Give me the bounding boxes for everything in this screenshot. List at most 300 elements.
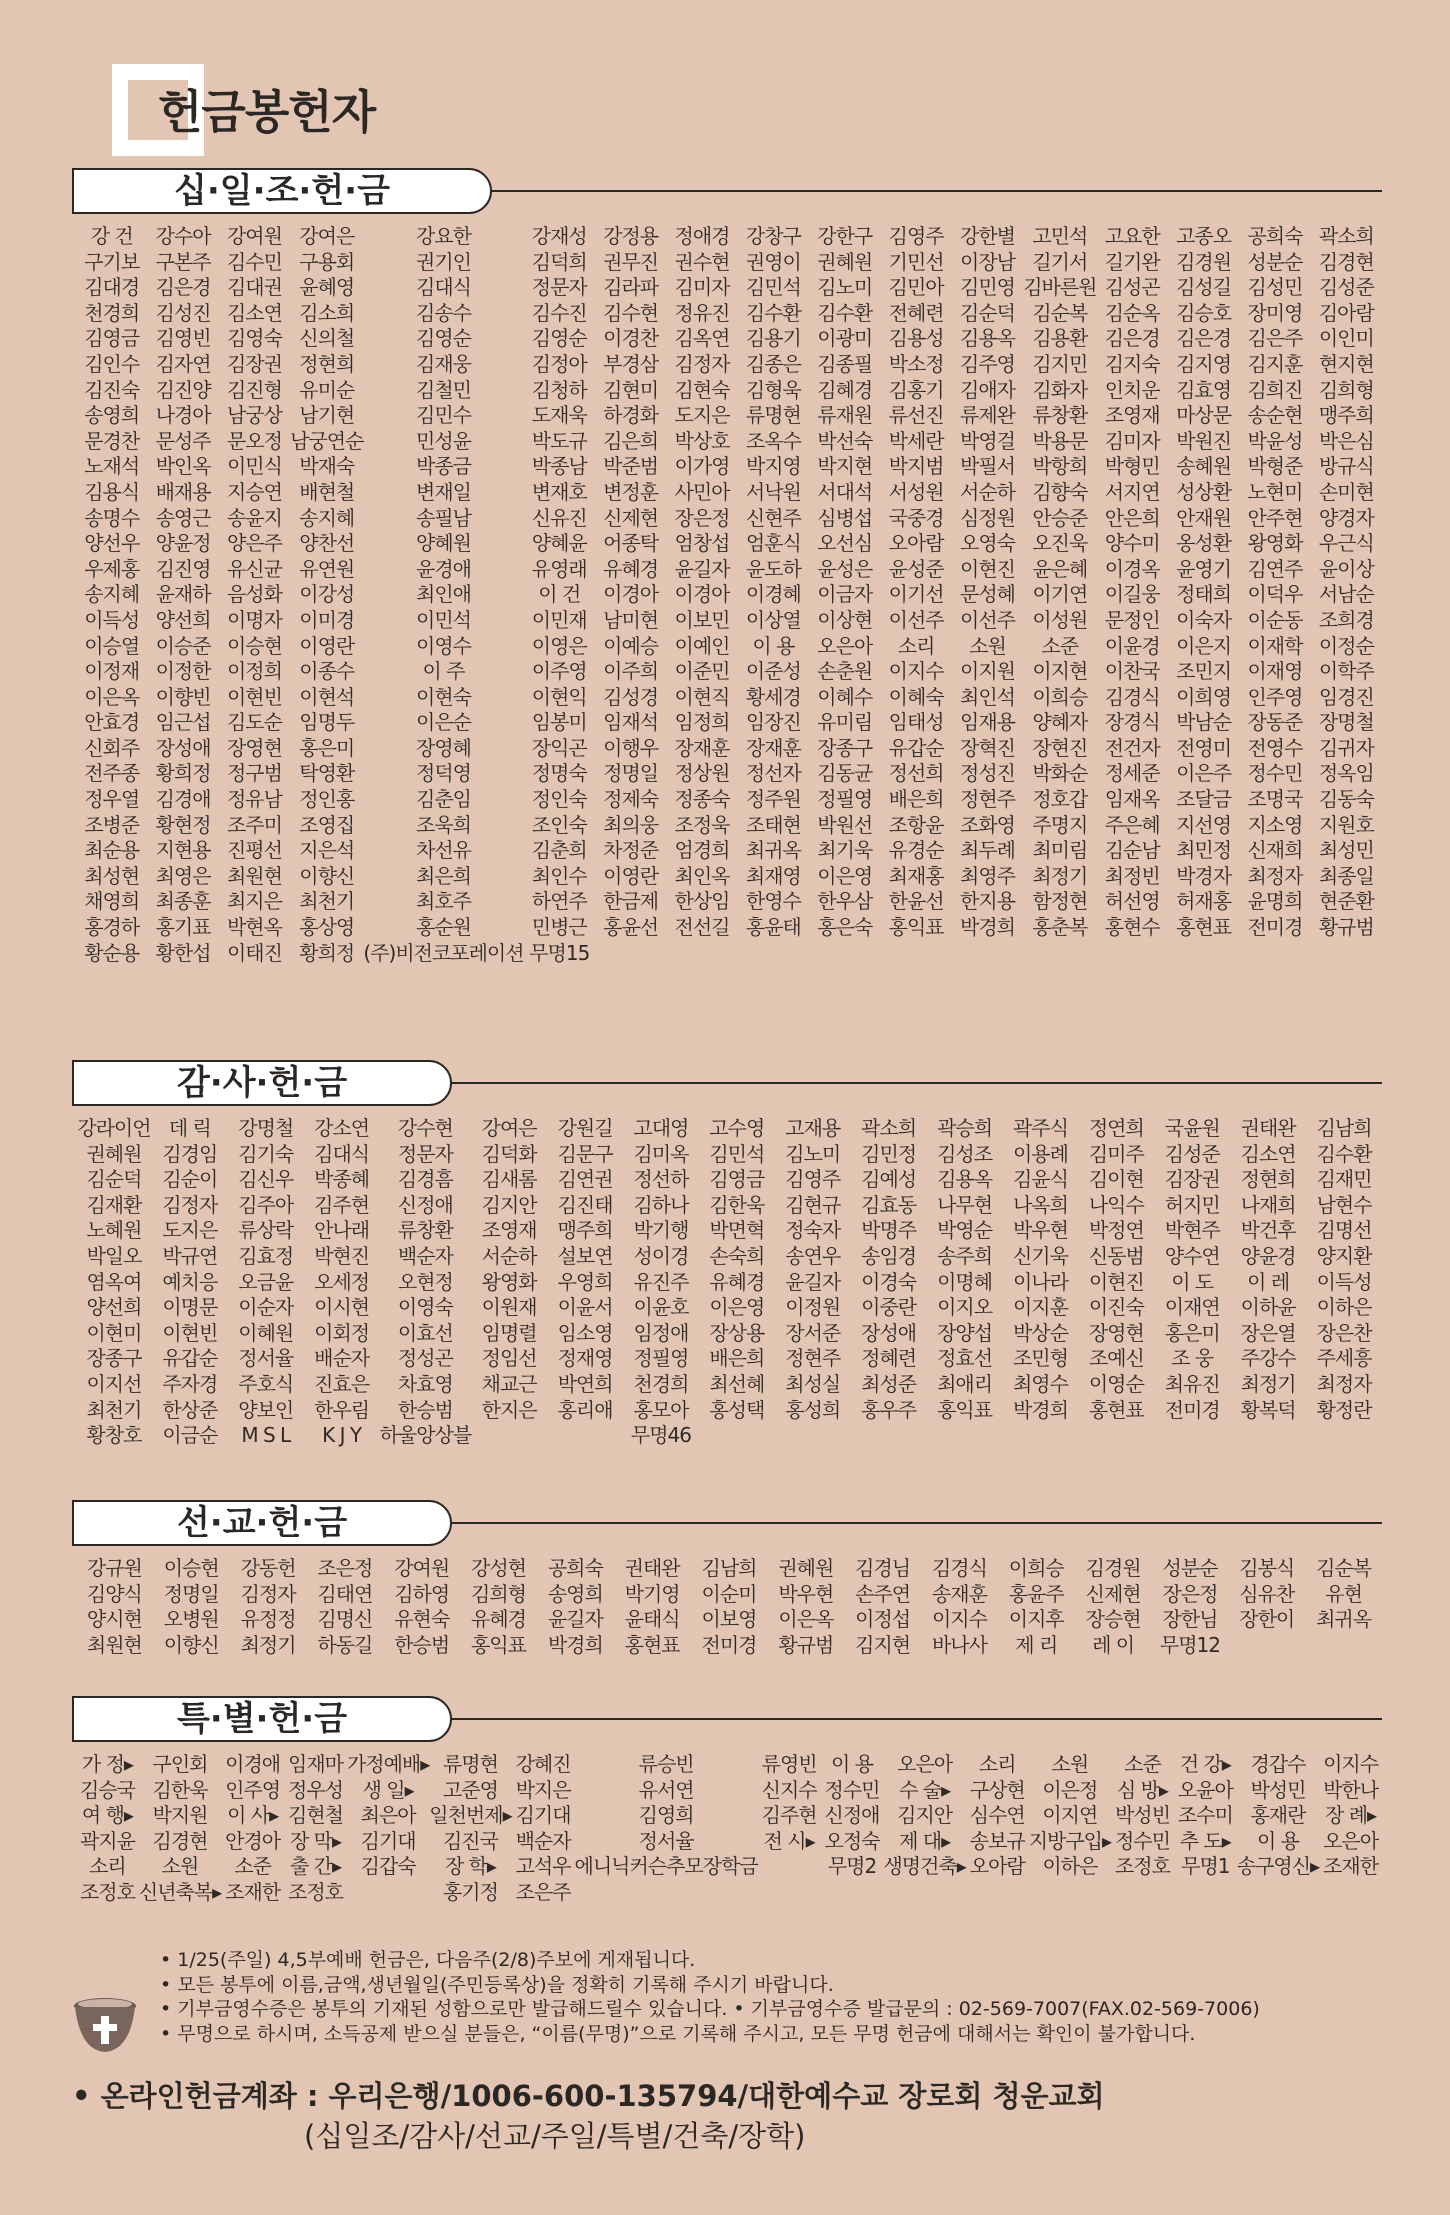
- donor-name: 김승호: [1176, 300, 1232, 325]
- donor-name: 한우삼: [817, 889, 873, 914]
- donor-name: 강여원: [226, 224, 282, 248]
- donor-name: 송필남: [416, 505, 471, 530]
- donor-name: 김기대: [515, 1803, 571, 1828]
- donor-name: 신재희: [1247, 838, 1303, 863]
- donor-name: 최영주: [960, 863, 1015, 888]
- donor-name: 장영현: [226, 735, 282, 760]
- donor-name: 김정아: [531, 351, 587, 376]
- donor-name: 한영수: [745, 889, 801, 914]
- donor-name: 양보인: [238, 1397, 294, 1422]
- donor-name: 심수연: [969, 1803, 1025, 1828]
- donor-name: 지현용: [155, 838, 211, 863]
- donor-name: 송연우: [785, 1243, 841, 1268]
- donor-name: 이현익: [531, 684, 587, 709]
- donor-name: 송영희: [547, 1581, 603, 1606]
- donor-name: 이지후: [1008, 1607, 1064, 1632]
- donor-name: 윤길자: [547, 1607, 603, 1632]
- donor-name: 황창호: [86, 1423, 142, 1448]
- donor-name: 진효은: [314, 1371, 370, 1396]
- note-line: • 기부금영수증은 봉투의 기재된 성함으로만 발급해드릴수 있습니다. • 기부금영수증 발급문의 : 02-569-7007(FAX.02-569-7006): [160, 1998, 1260, 2020]
- donor-name: 우제홍: [84, 556, 140, 581]
- donor-name: 이지현: [1032, 659, 1088, 684]
- donor-name: 생명건축▸: [883, 1854, 966, 1879]
- donor-name: 천경희: [84, 300, 140, 325]
- donor-name: 조은정: [317, 1556, 373, 1580]
- donor-name: 강요한: [416, 224, 471, 248]
- donor-name: 한지용: [960, 889, 1015, 914]
- donor-name: 김성곤: [1104, 275, 1160, 300]
- donor-name: 소원: [969, 633, 1006, 658]
- donor-name: 최두례: [960, 838, 1015, 863]
- donor-name: 박선숙: [817, 428, 873, 453]
- name-grid: [76, 1116, 1382, 1449]
- donor-name: 윤길자: [674, 556, 730, 581]
- donor-name: 장양섭: [937, 1320, 993, 1345]
- donor-name: 이은정: [1042, 1777, 1098, 1802]
- donor-name: 박성민: [1250, 1777, 1306, 1802]
- donor-name: 장은열: [1240, 1320, 1296, 1345]
- donor-name: 임재석: [603, 710, 659, 735]
- donor-name: 현준환: [1318, 889, 1374, 914]
- donor-name: 김라파: [603, 275, 659, 300]
- donor-name: 오은아: [817, 633, 873, 658]
- donor-name: 최미림: [1032, 838, 1088, 863]
- donor-name: 김경애: [155, 787, 211, 812]
- donor-name: 장경식: [1104, 710, 1160, 735]
- donor-name: 이현빈: [226, 684, 282, 709]
- donor-name: 조주미: [226, 812, 282, 837]
- donor-name: 김종은: [745, 351, 801, 376]
- donor-name: 강정용: [603, 224, 659, 248]
- donor-name: 이경애: [225, 1752, 281, 1776]
- donor-name: 김재환: [86, 1192, 142, 1217]
- donor-name: 소리: [978, 1752, 1016, 1776]
- donor-name: 양은주: [226, 531, 282, 556]
- donor-name: 장상용: [709, 1320, 765, 1345]
- donor-name: 이경찬: [603, 326, 659, 351]
- donor-name: 정제숙: [603, 787, 659, 812]
- donor-name: 이은주: [1176, 761, 1232, 786]
- donor-name: 김경원: [1176, 249, 1232, 274]
- donor-name: 김미주: [1088, 1141, 1144, 1166]
- donor-name: 박지영: [745, 454, 801, 479]
- donor-name: 안경아: [225, 1828, 281, 1853]
- donor-name: 류영빈: [761, 1752, 817, 1776]
- donor-name: 김화자: [1032, 377, 1088, 402]
- donor-name: 이영란: [299, 633, 355, 658]
- donor-name: 박경자: [1176, 863, 1232, 888]
- donor-name: 장한님: [1162, 1607, 1218, 1632]
- donor-name: 양혜자: [1032, 710, 1088, 735]
- donor-name: 인치운: [1104, 377, 1160, 402]
- donor-name: 조달금: [1176, 787, 1232, 812]
- donor-name: 옹성환: [1176, 531, 1232, 556]
- donor-name: 양선우: [84, 531, 140, 556]
- donor-name: 박면혁: [709, 1218, 765, 1243]
- donor-name: 채영희: [84, 889, 140, 914]
- donor-name: 김성준: [1164, 1141, 1220, 1166]
- donor-name: 이득성: [84, 607, 140, 632]
- donor-name: 남현수: [1316, 1192, 1372, 1217]
- donor-name: 정상원: [674, 761, 730, 786]
- donor-name: 구인회: [152, 1752, 208, 1776]
- donor-name: 양찬선: [299, 531, 355, 556]
- donor-name: 황순용: [84, 940, 140, 965]
- donor-name: 엄창섭: [674, 531, 730, 556]
- donor-name: 유혜경: [709, 1269, 765, 1294]
- donor-name: 김덕화: [481, 1141, 537, 1166]
- donor-name: 김연권: [557, 1167, 613, 1192]
- donor-name: 최선혜: [709, 1371, 765, 1396]
- donor-name: 김대권: [226, 275, 282, 300]
- donor-name: 송혜원: [1176, 454, 1232, 479]
- donor-name: 최지은: [226, 889, 282, 914]
- donor-name: 정서율: [638, 1828, 694, 1853]
- donor-name: 양경자: [1318, 505, 1374, 530]
- donor-name: 박남순: [1176, 710, 1232, 735]
- donor-name: 홍기표: [155, 915, 211, 940]
- donor-name: 심유찬: [1239, 1581, 1295, 1606]
- donor-name: 황세경: [745, 684, 801, 709]
- donor-name: 전건자: [1104, 735, 1160, 760]
- donor-name: 홍경하: [84, 915, 140, 940]
- donor-name: 박지현: [817, 454, 873, 479]
- donor-name: 구용회: [299, 249, 355, 274]
- donor-name: 정인홍: [299, 787, 355, 812]
- donor-name: 김은경: [1176, 326, 1232, 351]
- donor-name: 조수미: [1177, 1803, 1233, 1828]
- donor-name: 김주영: [960, 351, 1015, 376]
- donor-name: 홍현표: [624, 1632, 680, 1657]
- donor-name: 김순옥: [1104, 300, 1160, 325]
- donor-name: 김영주: [888, 224, 944, 248]
- donor-name: 최영은: [155, 863, 211, 888]
- donor-name: 이경아: [674, 582, 730, 607]
- donor-name: 정혜련: [861, 1346, 917, 1371]
- donor-name: 김지영: [1176, 351, 1232, 376]
- donor-name: 가 정▸: [81, 1752, 133, 1776]
- donor-name: 김혜경: [817, 377, 873, 402]
- donor-name: 박경희: [547, 1632, 603, 1657]
- donor-name: 김은희: [603, 428, 659, 453]
- donor-name: 김춘희: [531, 838, 587, 863]
- donor-name: 최종훈: [155, 889, 211, 914]
- donor-name: 노혜원: [86, 1218, 142, 1243]
- donor-name: 윤영기: [1176, 556, 1232, 581]
- donor-name: 이현진: [960, 556, 1015, 581]
- donor-name: 전영수: [1247, 735, 1303, 760]
- donor-name: 황정란: [1316, 1397, 1372, 1422]
- donor-name: 공희숙: [1247, 224, 1303, 248]
- donor-name: 홍현표: [1176, 915, 1232, 940]
- donor-name: 이승준: [155, 633, 211, 658]
- section-title: 선·교·헌·금: [72, 1500, 452, 1546]
- donor-name: 홍은숙: [817, 915, 873, 940]
- donor-name: 김민석: [745, 275, 801, 300]
- donor-name: 이용례: [1012, 1141, 1068, 1166]
- donor-name: 홍성택: [709, 1397, 765, 1422]
- donor-name: 신의철: [299, 326, 355, 351]
- donor-name: 김성민: [1247, 275, 1303, 300]
- donor-name: 이정섭: [855, 1607, 911, 1632]
- donor-name: 한금제: [603, 889, 659, 914]
- donor-name: 정유남: [226, 787, 282, 812]
- donor-name: 김성진: [155, 300, 211, 325]
- donor-name: 오선심: [817, 531, 873, 556]
- donor-name: 홍윤태: [745, 915, 801, 940]
- donor-name: 가정예배▸: [346, 1752, 430, 1776]
- donor-name: 장명철: [1318, 710, 1374, 735]
- donor-name: 이현숙: [416, 684, 471, 709]
- donor-name: 김남희: [1316, 1116, 1372, 1140]
- donor-name: 박연희: [557, 1371, 613, 1396]
- donor-name: 박기영: [624, 1581, 680, 1606]
- donor-name: 진평선: [226, 838, 282, 863]
- donor-name: 김지현: [855, 1632, 911, 1657]
- donor-name: 신유진: [531, 505, 587, 530]
- donor-name: 전선길: [674, 915, 730, 940]
- donor-name: 류재원: [817, 403, 873, 428]
- donor-name: 이승현: [163, 1556, 219, 1580]
- donor-name: 장익곤: [531, 735, 587, 760]
- donor-name: 최원현: [86, 1632, 142, 1657]
- donor-name: 황규범: [778, 1632, 834, 1657]
- donor-name: 이재연: [1164, 1295, 1220, 1320]
- donor-name: 김경님: [855, 1556, 911, 1580]
- donor-name: 공희숙: [547, 1556, 603, 1580]
- donor-name: 박한나: [1323, 1777, 1379, 1802]
- donor-name: 김은주: [1247, 326, 1303, 351]
- donor-name: 이현직: [674, 684, 730, 709]
- donor-name: 나익수: [1088, 1192, 1144, 1217]
- donor-name: 어종탁: [603, 531, 659, 556]
- donor-name: 장은정: [1162, 1581, 1218, 1606]
- donor-name: 윤혜영: [299, 275, 355, 300]
- donor-name: 이 주: [422, 659, 465, 684]
- donor-name: 김경현: [1318, 249, 1374, 274]
- donor-name: 전주종: [84, 761, 140, 786]
- donor-name: 배현철: [299, 479, 355, 504]
- donor-name: 지은석: [299, 838, 355, 863]
- donor-name: 조인숙: [531, 812, 587, 837]
- donor-name: 이예승: [603, 633, 659, 658]
- donor-name: 김이현: [1088, 1167, 1144, 1192]
- donor-name: 이영순: [1088, 1371, 1144, 1396]
- donor-name: 김대식: [416, 275, 471, 300]
- donor-name: 전미경: [1247, 915, 1303, 940]
- donor-name: 이순자: [238, 1295, 294, 1320]
- donor-name: 이중란: [861, 1295, 917, 1320]
- donor-name: 임명두: [299, 710, 355, 735]
- donor-name: 이보영: [701, 1607, 757, 1632]
- donor-name: 권태완: [624, 1556, 680, 1580]
- donor-name: 김현미: [603, 377, 659, 402]
- donor-name: 이상열: [745, 607, 801, 632]
- donor-name: 이가영: [674, 454, 730, 479]
- donor-name: 오아람: [969, 1854, 1025, 1879]
- donor-name: 하연주: [531, 889, 587, 914]
- donor-name: 김용환: [1032, 326, 1088, 351]
- donor-name: 최재홍: [888, 863, 944, 888]
- donor-name: 박종남: [531, 454, 587, 479]
- donor-name: 남미현: [603, 607, 659, 632]
- donor-name: 권혜원: [817, 249, 873, 274]
- donor-name: 길기서: [1032, 249, 1088, 274]
- donor-name: 천경희: [633, 1371, 689, 1396]
- donor-name: 고대영: [633, 1116, 689, 1140]
- donor-name: 류상락: [238, 1218, 294, 1243]
- donor-name: 박영걸: [960, 428, 1015, 453]
- donor-name: 정인숙: [531, 787, 587, 812]
- donor-name: 무명15: [529, 940, 590, 965]
- donor-name: 정태희: [1176, 582, 1232, 607]
- donor-name: 홍윤선: [603, 915, 659, 940]
- section-title: 특·별·헌·금: [72, 1696, 452, 1742]
- donor-name: 고종오: [1176, 224, 1232, 248]
- donor-name: 김용기: [745, 326, 801, 351]
- donor-name: 강동헌: [240, 1556, 296, 1580]
- donor-name: 박용문: [1032, 428, 1088, 453]
- donor-name: 이강성: [299, 582, 355, 607]
- donor-name: 김지숙: [1104, 351, 1160, 376]
- donor-name: 이태진: [226, 940, 282, 965]
- donor-name: 이민재: [531, 607, 587, 632]
- donor-name: 정우열: [84, 787, 140, 812]
- donor-name: 성분순: [1162, 1556, 1218, 1580]
- donor-name: 김귀자: [1318, 735, 1374, 760]
- donor-name: 이승열: [84, 633, 140, 658]
- donor-name: 김미자: [674, 275, 730, 300]
- donor-name: 김봉식: [1239, 1556, 1295, 1580]
- donor-name: 조재한: [225, 1879, 281, 1904]
- donor-name: 조예신: [1088, 1346, 1144, 1371]
- donor-name: 심정원: [960, 505, 1015, 530]
- donor-name: 이윤경: [1104, 633, 1160, 658]
- donor-name: 이명문: [162, 1295, 218, 1320]
- donor-name: 정명숙: [531, 761, 587, 786]
- donor-name: 김효정: [238, 1243, 294, 1268]
- donor-name: 김기대: [360, 1828, 416, 1853]
- donor-name: 황희정: [299, 940, 355, 965]
- donor-name: 김하영: [394, 1581, 450, 1606]
- donor-name: 데 릭: [168, 1116, 211, 1140]
- donor-name: 에니닉커슨추모장학금: [574, 1854, 758, 1879]
- donor-name: 현지현: [1318, 351, 1374, 376]
- donor-name: 김희진: [1247, 377, 1303, 402]
- donor-name: 양혜윤: [531, 531, 587, 556]
- donor-name: 조정호: [1114, 1854, 1170, 1879]
- donor-name: 이하윤: [1240, 1295, 1296, 1320]
- donor-name: 홍익표: [937, 1397, 993, 1422]
- donor-name: 박현진: [314, 1243, 370, 1268]
- donor-name: 홍익표: [471, 1632, 526, 1657]
- section-rule: [492, 190, 1382, 192]
- donor-name: 정유진: [674, 300, 730, 325]
- donor-name: 양수연: [1164, 1243, 1220, 1268]
- donor-name: 김영순: [531, 326, 587, 351]
- donor-name: 임정희: [674, 710, 730, 735]
- donor-name: 정성곤: [397, 1346, 453, 1371]
- donor-name: 강재성: [531, 224, 587, 248]
- donor-name: 변재일: [416, 479, 471, 504]
- donor-name: 이득성: [1316, 1269, 1372, 1294]
- donor-name: 전영미: [1176, 735, 1232, 760]
- donor-name: 조민지: [1176, 659, 1232, 684]
- donor-name: 강한별: [960, 224, 1015, 248]
- donor-name: 이윤호: [633, 1295, 689, 1320]
- donor-name: 정서율: [238, 1346, 294, 1371]
- donor-name: 건 강▸: [1179, 1752, 1231, 1776]
- donor-name: 서순하: [481, 1243, 537, 1268]
- donor-name: 류창환: [397, 1218, 453, 1243]
- donor-name: 박우현: [1012, 1218, 1068, 1243]
- donor-name: 무명12: [1159, 1632, 1220, 1657]
- donor-name: 이혜수: [817, 684, 873, 709]
- donor-name: 이현석: [299, 684, 355, 709]
- donor-name: 김재민: [1316, 1167, 1372, 1192]
- donor-name: 허지민: [1164, 1192, 1220, 1217]
- donor-name: 임재용: [960, 710, 1015, 735]
- donor-name: 송구영신▸: [1236, 1854, 1320, 1879]
- donor-name: 박정연: [1088, 1218, 1144, 1243]
- donor-name: 심병섭: [817, 505, 873, 530]
- donor-name: 이주희: [603, 659, 659, 684]
- donor-name: 이현진: [1088, 1269, 1144, 1294]
- donor-name: 유경순: [888, 838, 944, 863]
- donor-name: 차효영: [397, 1371, 453, 1396]
- donor-name: 이민식: [226, 454, 282, 479]
- donor-name: 권무진: [603, 249, 659, 274]
- donor-name: 이은영: [817, 863, 873, 888]
- donor-name: 정수민: [1114, 1828, 1170, 1853]
- donor-name: 노현미: [1247, 479, 1303, 504]
- donor-name: 양선희: [155, 607, 211, 632]
- donor-name: 이나라: [1012, 1269, 1068, 1294]
- donor-name: 조항윤: [888, 812, 944, 837]
- donor-name: 김현규: [785, 1192, 841, 1217]
- donor-name: 김자연: [155, 351, 211, 376]
- donor-name: 류명현: [745, 403, 801, 428]
- donor-name: 최재영: [745, 863, 801, 888]
- donor-name: 김경원: [1085, 1556, 1141, 1580]
- donor-name: 박종금: [416, 454, 471, 479]
- donor-name: 김대식: [314, 1141, 370, 1166]
- donor-name: 최민정: [1176, 838, 1232, 863]
- donor-name: 나옥희: [1012, 1192, 1068, 1217]
- donor-name: 조영재: [481, 1218, 537, 1243]
- donor-name: 나무현: [937, 1192, 993, 1217]
- donor-name: 최인수: [531, 863, 587, 888]
- donor-name: 조정호: [79, 1879, 135, 1904]
- donor-name: 김경임: [162, 1141, 218, 1166]
- donor-name: 무명46: [630, 1423, 691, 1448]
- note-line: • 모든 봉투에 이름,금액,생년월일(주민등록상)을 정확히 기록해 주시기 바랍니다.: [160, 1973, 834, 1996]
- donor-name: 채교근: [481, 1371, 537, 1396]
- donor-name: 김애자: [960, 377, 1015, 402]
- donor-name: 윤이상: [1318, 556, 1374, 581]
- donor-name: 문경찬: [84, 428, 140, 453]
- donor-name: 조영집: [299, 812, 355, 837]
- donor-name: 김수진: [531, 300, 587, 325]
- donor-name: 김한욱: [152, 1777, 208, 1802]
- donor-name: 서지연: [1104, 479, 1160, 504]
- donor-name: 윤경애: [416, 556, 471, 581]
- donor-name: 고재용: [785, 1116, 841, 1140]
- donor-name: 최귀옥: [1316, 1607, 1372, 1632]
- donor-name: 강한구: [817, 224, 873, 248]
- donor-name: 인주영: [225, 1777, 281, 1802]
- donor-name: 이기연: [1032, 582, 1088, 607]
